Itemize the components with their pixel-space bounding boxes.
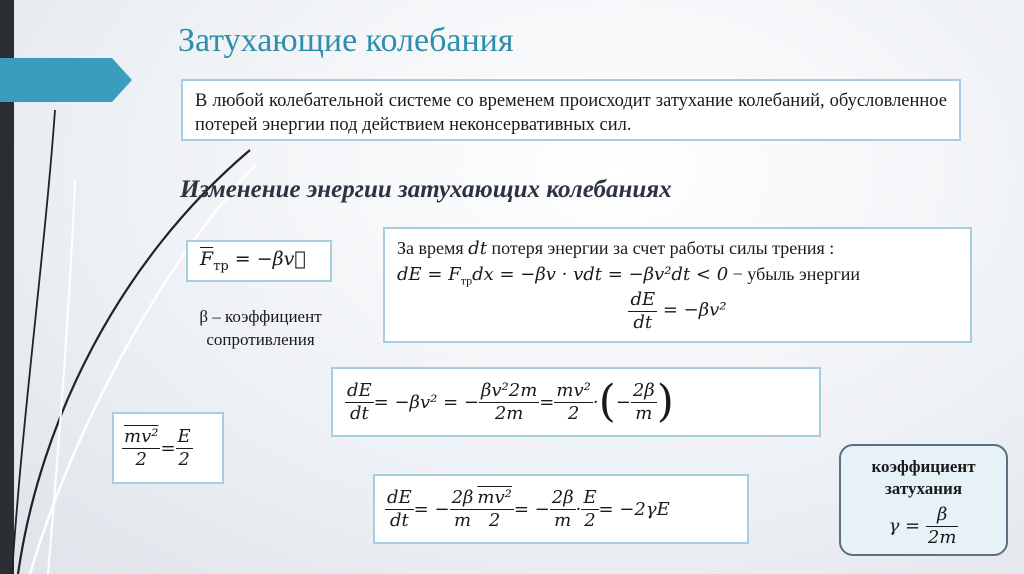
title-banner-arrow [0, 58, 132, 102]
damping-coefficient-box [839, 444, 1008, 556]
beta-description [168, 305, 353, 351]
energy-loss-equation: dE = $F_{тр}dx = -\beta v$ · vdt = −βv²dt < 0 − убыль энергии [397, 264, 861, 288]
intro-text-box [181, 79, 961, 141]
energy-loss-text-line: За время dt потеря энергии за счет работы силы трения : [397, 238, 835, 259]
friction-force-formula: $\overline{F}_{тр}$ = −βv⃗ [186, 240, 332, 282]
beta-line-1: β – коэффициент [199, 307, 322, 326]
slide-title: Затухающие колебания [178, 22, 514, 59]
energy-loss-box [383, 227, 972, 343]
derivation-equation-1: $\frac{dE}{dt}$ = −βv² = − $\frac{\text{βv²2m}}{2m}$ = $\frac{\text{mv²}}{2}$ · ( − $\frac{2\beta}{m}$ ) [331, 367, 821, 437]
intro-text: В любой колебательной системе со временем происходит затухание колебаний, обусловленное потерей энергии под действием неконсервативных сил. [195, 91, 947, 135]
damping-label-line-1: коэффициент [871, 457, 976, 476]
kinetic-energy-equation: $\frac{\text{mv²}}{2}$ = $\frac{E}{2}$ [112, 412, 224, 484]
damping-formula: γ = $\frac{\beta}{2m}$ [888, 504, 957, 548]
damping-label-line-2: затухания [884, 479, 963, 498]
section-heading: Изменение энергии затухающих колебаниях [180, 176, 672, 203]
energy-rate-equation: $\frac{dE}{dt}$ = −βv² [630, 289, 727, 333]
force-symbol: $\overline{F}_{тр}$ [200, 248, 229, 274]
derivation-equation-2: $\frac{dE}{dt}$ = − $\frac{2\beta}{m}$ $\frac{\text{mv²}}{2}$ = − $\frac{2\beta}{m}$ · $\frac{E}{2}$ = −2γE [373, 474, 749, 544]
beta-line-2: сопротивления [206, 330, 315, 349]
